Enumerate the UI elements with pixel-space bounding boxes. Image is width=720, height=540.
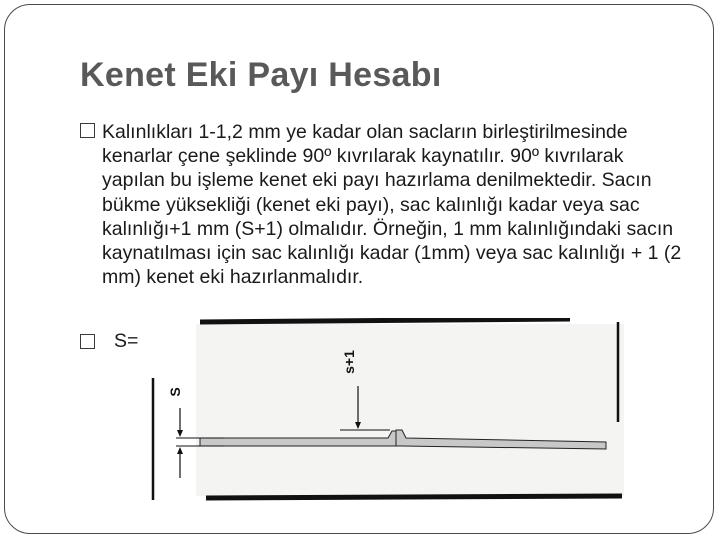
figure-background [196, 324, 624, 496]
bullet-square-icon [80, 334, 95, 349]
figure-top-border [200, 319, 570, 322]
label-s: S [167, 387, 183, 397]
s-arrow-top [177, 430, 183, 437]
s-arrow-bottom [177, 447, 183, 454]
bullet-square-icon [80, 123, 95, 138]
formula-label: S= [114, 330, 139, 352]
body-paragraph: Kalınlıkları 1-1,2 mm ye kadar olan sacların birleştirilmesinde kenarlar çene şeklinde 90º kıvrılarak kaynatılır. 90º kıvrılarak yapılan bu işleme kenet eki payı hazırlama denilmektedir. Sacın bükme yüksekliği (kenet eki payı), sac kalınlığı kadar veya sac kalınlığı+1 mm (S+1) olmalıdır. Örneğin, 1 mm kalınlığındaki sacın kaynatılması için sac kalınlığı kadar (1mm) veya sac kalınlığı + 1 (2 mm) kenet eki hazırlanmalıdır. [102, 121, 682, 289]
label-s-plus-1: s+1 [341, 350, 357, 374]
seam-diagram [140, 318, 630, 504]
slide-title: Kenet Eki Payı Hesabı [80, 56, 442, 94]
figure-bottom-border [206, 496, 622, 498]
